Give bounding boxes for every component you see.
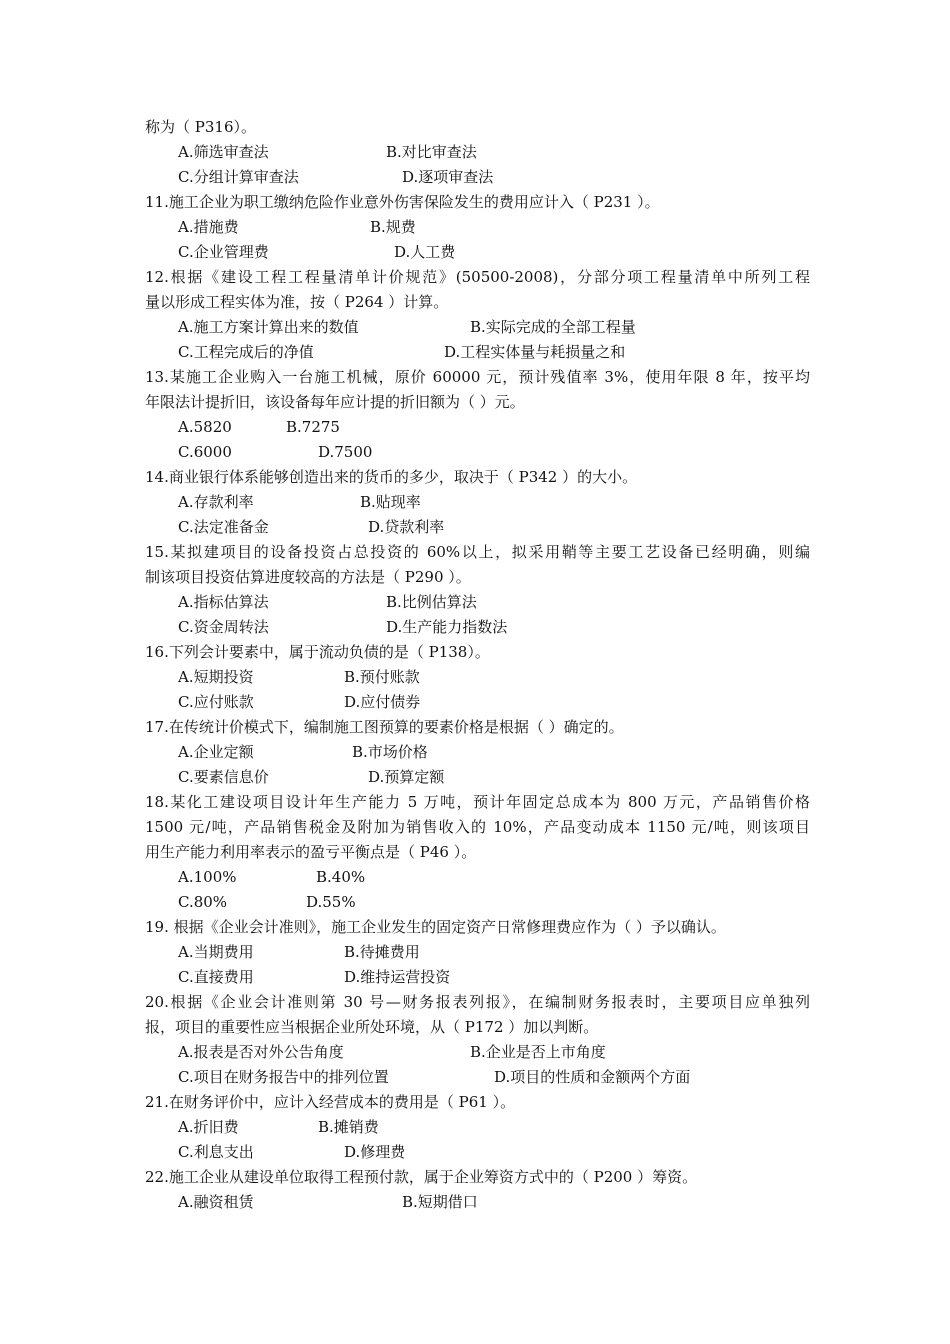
answer-option: C.法定准备金: [178, 518, 269, 536]
answer-option: B.比例估算法: [386, 593, 477, 611]
answer-option: B.规费: [370, 218, 416, 236]
option-row: [145, 440, 810, 465]
answer-option: A.折旧费: [178, 1118, 239, 1136]
answer-option: A.指标估算法: [178, 593, 269, 611]
answer-option: D.7500: [318, 443, 373, 461]
question-text: 21.在财务评价中，应计入经营成本的费用是（ P61 ）。: [145, 1093, 516, 1111]
question-text: 量以形成工程实体为准，按（ P264 ）计算。: [145, 293, 449, 311]
question-text: 14.商业银行体系能够创造出来的货币的多少，取决于（ P342 ）的大小。: [145, 468, 638, 486]
option-row: [145, 140, 810, 165]
answer-option: C.企业管理费: [178, 243, 269, 261]
answer-option: D.生产能力指数法: [386, 618, 508, 636]
answer-option: D.应付债券: [344, 693, 421, 711]
question-list: [145, 115, 810, 1215]
answer-option: A.措施费: [178, 218, 239, 236]
option-row: [145, 1190, 810, 1215]
option-row: [145, 415, 810, 440]
answer-option: B.贴现率: [360, 493, 421, 511]
option-row: [145, 865, 810, 890]
answer-option: A.5820: [178, 418, 232, 436]
answer-option: B.待摊费用: [344, 943, 420, 961]
question-text: 22.施工企业从建设单位取得工程预付款，属于企业筹资方式中的（ P200 ）筹资。: [145, 1168, 698, 1186]
answer-option: C.资金周转法: [178, 618, 269, 636]
answer-option: D.维持运营投资: [344, 968, 451, 986]
option-row: [145, 1140, 810, 1165]
answer-option: B.实际完成的全部工程量: [470, 318, 636, 336]
answer-option: C.直接费用: [178, 968, 254, 986]
answer-option: A.企业定额: [178, 743, 254, 761]
option-row: [145, 590, 810, 615]
answer-option: B.对比审查法: [386, 143, 477, 161]
option-row: [145, 965, 810, 990]
option-row: [145, 240, 810, 265]
question-text: 制该项目投资估算进度较高的方法是（ P290 ）。: [145, 568, 471, 586]
answer-option: D.预算定额: [368, 768, 445, 786]
answer-option: D.人工费: [394, 243, 456, 261]
question-text: 17.在传统计价模式下，编制施工图预算的要素价格是根据（ ）确定的。: [145, 718, 624, 736]
answer-option: D.项目的性质和金额两个方面: [494, 1068, 691, 1086]
answer-option: A.当期费用: [178, 943, 254, 961]
answer-option: B.市场价格: [352, 743, 428, 761]
answer-option: A.报表是否对外公告角度: [178, 1043, 344, 1061]
answer-option: A.存款利率: [178, 493, 254, 511]
answer-option: A.筛选审查法: [178, 143, 269, 161]
option-row: [145, 215, 810, 240]
option-row: [145, 515, 810, 540]
answer-option: D.修理费: [344, 1143, 406, 1161]
question-text: 用生产能力利用率表示的盈亏平衡点是（ P46 ）。: [145, 843, 477, 861]
answer-option: A.施工方案计算出来的数值: [178, 318, 359, 336]
question-continuation-text: 称为（ P316）。: [145, 118, 256, 136]
answer-option: B.预付账款: [344, 668, 420, 686]
option-row: [145, 340, 810, 365]
answer-option: A.短期投资: [178, 668, 254, 686]
option-row: [145, 615, 810, 640]
answer-option: B.短期借口: [402, 1193, 478, 1211]
question-text: 16.下列会计要素中，属于流动负债的是（ P138）。: [145, 643, 490, 661]
answer-option: B.7275: [286, 418, 340, 436]
option-row: [145, 1040, 810, 1065]
question-text: 1500 元/吨，产品销售税金及附加为销售收入的 10%，产品变动成本 1150 元/吨，则该项目: [145, 818, 810, 836]
answer-option: C.应付账款: [178, 693, 254, 711]
question-text: 15.某拟建项目的设备投资占总投资的 60%以上，拟采用鞘等主要工艺设备已经明确，则编: [145, 543, 810, 561]
option-row: [145, 690, 810, 715]
option-row: [145, 315, 810, 340]
option-row: [145, 1065, 810, 1090]
option-row: [145, 890, 810, 915]
question-text: 年限法计提折旧，该设备每年应计提的折旧额为（ ）元。: [145, 393, 525, 411]
answer-option: C.6000: [178, 443, 232, 461]
answer-option: C.利息支出: [178, 1143, 254, 1161]
option-row: [145, 490, 810, 515]
question-text: 报，项目的重要性应当根据企业所处环境，从（ P172 ）加以判断。: [145, 1018, 599, 1036]
answer-option: C.要素信息价: [178, 768, 269, 786]
option-row: [145, 1115, 810, 1140]
option-row: [145, 165, 810, 190]
answer-option: A.100%: [178, 868, 237, 886]
answer-option: C.工程完成后的净值: [178, 343, 314, 361]
option-row: [145, 765, 810, 790]
answer-option: D.逐项审查法: [402, 168, 494, 186]
answer-option: C.项目在财务报告中的排列位置: [178, 1068, 389, 1086]
option-row: [145, 665, 810, 690]
answer-option: B.摊销费: [318, 1118, 379, 1136]
answer-option: C.分组计算审查法: [178, 168, 299, 186]
question-text: 12.根据《建设工程工程量清单计价规范》(50500-2008)，分部分项工程量清单中所列工程: [145, 268, 810, 286]
answer-option: A.融资租赁: [178, 1193, 254, 1211]
answer-option: C.80%: [178, 893, 228, 911]
question-text: 19. 根据《企业会计准则》，施工企业发生的固定资产日常修理费应作为（ ）予以确认。: [145, 918, 726, 936]
answer-option: B.企业是否上市角度: [470, 1043, 606, 1061]
question-text: 13.某施工企业购入一台施工机械，原价 60000 元，预计残值率 3%，使用年限 8 年，按平均: [145, 368, 810, 386]
option-row: [145, 940, 810, 965]
question-text: 20.根据《企业会计准则第 30 号—财务报表列报》，在编制财务报表时，主要项目应单独列: [145, 993, 810, 1011]
question-text: 11.施工企业为职工缴纳危险作业意外伤害保险发生的费用应计入（ P231 ）。: [145, 193, 660, 211]
answer-option: B.40%: [316, 868, 366, 886]
answer-option: D.贷款利率: [368, 518, 445, 536]
answer-option: D.工程实体量与耗损量之和: [444, 343, 626, 361]
answer-option: D.55%: [306, 893, 356, 911]
question-text: 18.某化工建设项目设计年生产能力 5 万吨，预计年固定总成本为 800 万元，产品销售价格: [145, 793, 810, 811]
option-row: [145, 740, 810, 765]
